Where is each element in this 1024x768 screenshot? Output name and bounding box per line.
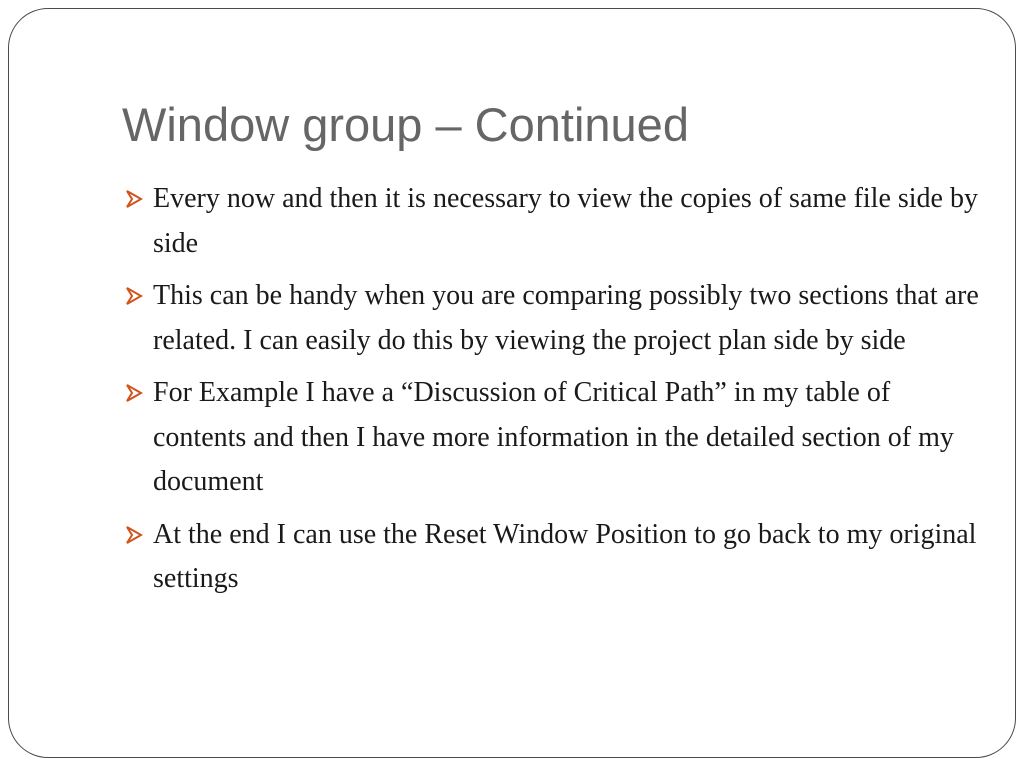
arrowhead-bullet-icon — [123, 177, 153, 221]
bullet-list — [123, 177, 979, 610]
bullet-text: This can be handy when you are comparing possibly two sections that are related. I can easily do this by viewing the project plan side by side — [153, 280, 979, 356]
slide — [8, 8, 1016, 758]
bullet-text: Every now and then it is necessary to view the copies of same file side by side — [153, 183, 978, 259]
bullet-text: At the end I can use the Reset Window Position to go back to my original settings — [153, 518, 977, 594]
list-item — [123, 274, 979, 363]
bullet-text: For Example I have a “Discussion of Critical Path” in my table of contents and then I have more information in the detailed section of my document — [153, 377, 954, 497]
slide-title: Window group – Continued — [122, 98, 689, 151]
arrowhead-bullet-icon — [123, 274, 153, 318]
list-item — [123, 177, 979, 266]
arrowhead-bullet-icon — [123, 513, 153, 557]
list-item — [123, 513, 979, 602]
arrowhead-bullet-icon — [123, 371, 153, 415]
list-item — [123, 371, 979, 505]
